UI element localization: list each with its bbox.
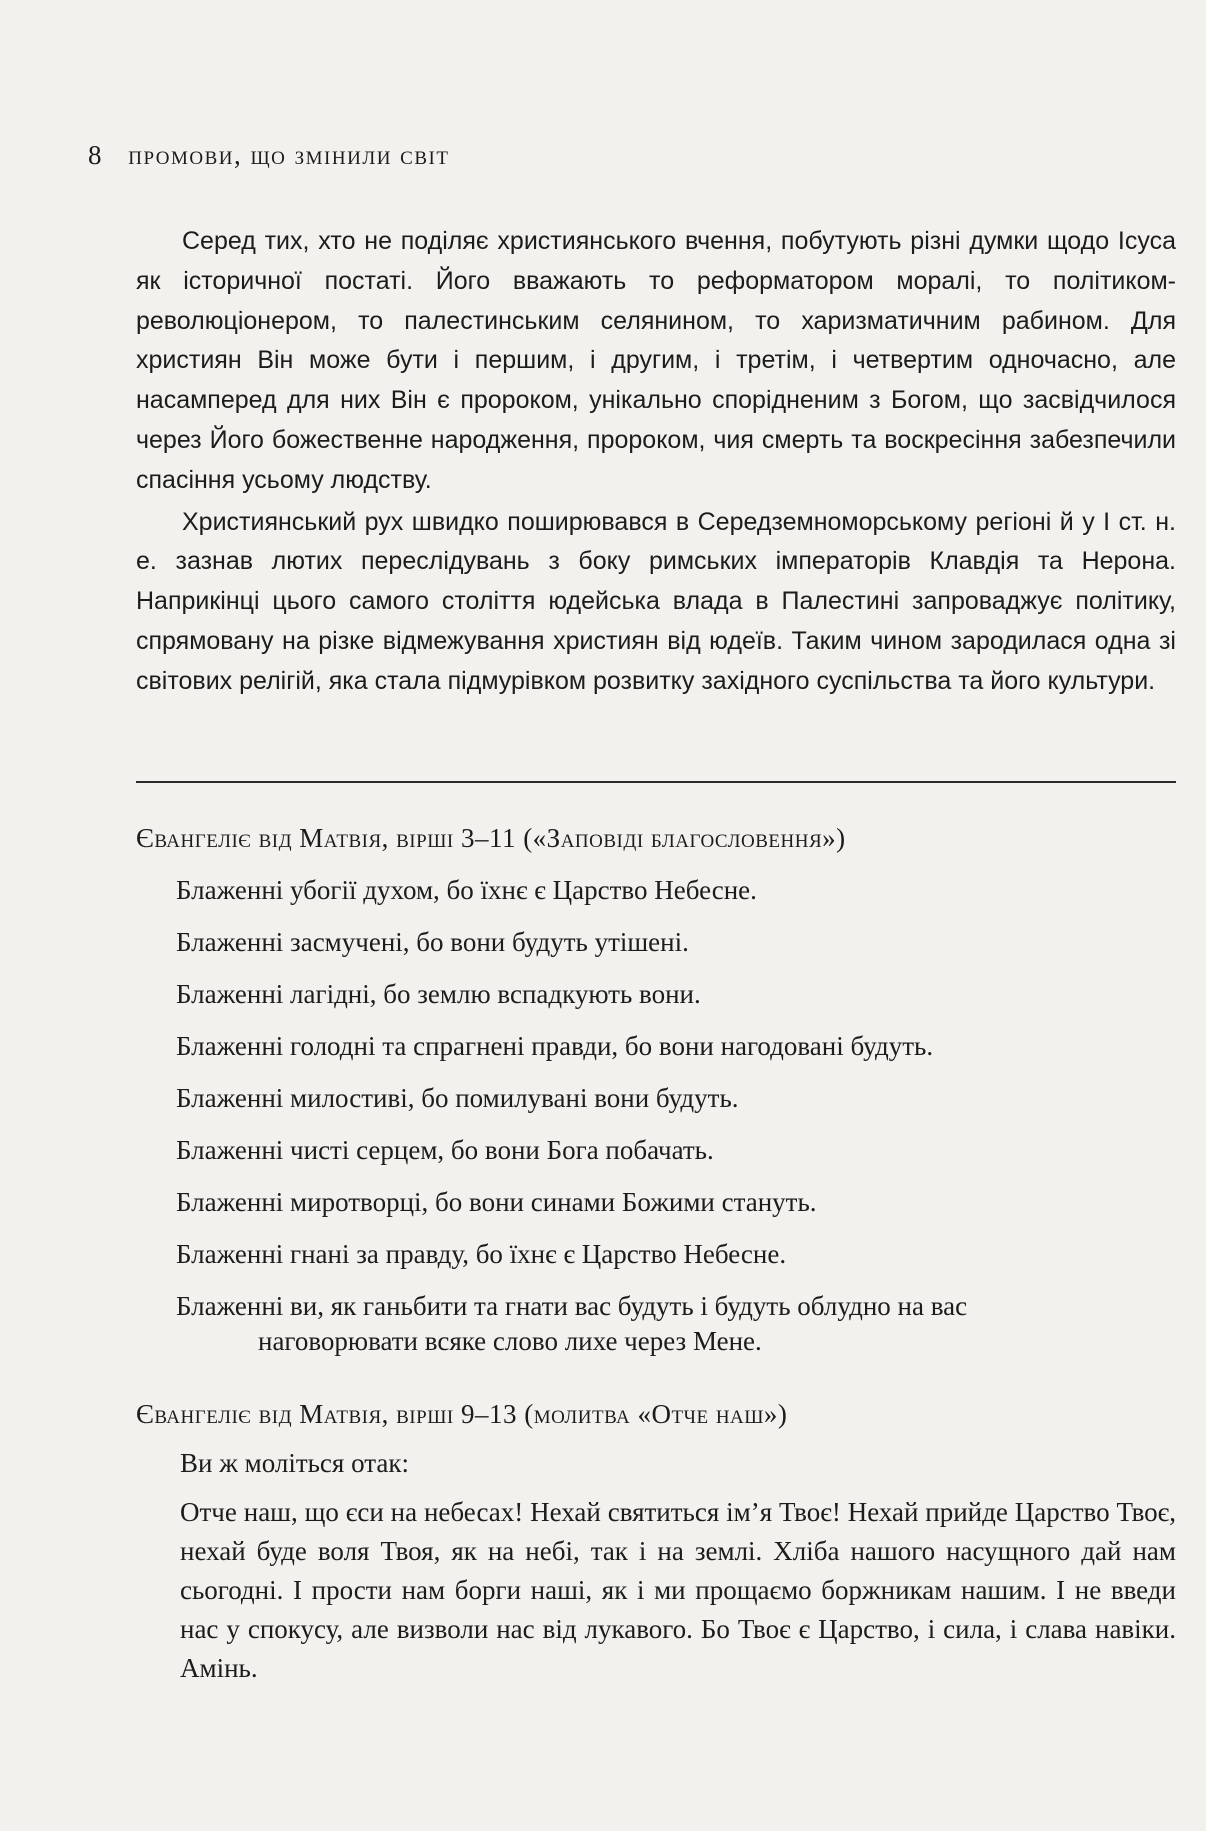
verse: Блаженні ви, як ганьбити та гнати вас будуть і будуть облудно на вас наговорювати всяке слово лихе через Мене. xyxy=(176,1291,968,1356)
beatitudes-list xyxy=(136,873,1176,1359)
paragraph: Серед тих, хто не поділяє християнського вчення, побутують різні думки щодо Ісуса як історичної постаті. Його вважають то реформатором моралі, то політиком-революціонером, то палестинським селянином, то харизматичним рабином. Для християн Він може бути і першим, і другим, і третім, і четвертим одночасно, але насамперед для них Він є пророком, унікально спорідненим з Богом, що засвідчилося через Його божественне народження, пророком, чия смерть та воскресіння забезпечили спасіння усьому людству. xyxy=(136,227,1176,494)
page-number: 8 xyxy=(88,140,103,170)
verse: Блаженні убогії духом, бо їхнє є Царство Небесне. xyxy=(176,875,757,905)
beatitudes-section xyxy=(136,820,1176,1359)
intro-text xyxy=(136,222,1176,704)
book-title: промови, що змінили світ xyxy=(128,140,450,170)
paragraph: Християнський рух швидко поширювався в Середземноморському регіоні й у І ст. н. е. зазнав лютих переслідувань з боку римських імператорів Клавдія та Нерона. Наприкінці цього самого століття юдейська влада в Палестині запроваджує політику, спрямовану на різке відмежування християн від юдеїв. Таким чином зародилася одна зі світових релігій, яка стала підмурівком розвитку західного суспільства та його культури. xyxy=(136,507,1176,695)
prayer-intro: Ви ж моліться отак: xyxy=(180,1448,409,1478)
verse: Блаженні голодні та спрагнені правди, бо вони нагодовані будуть. xyxy=(176,1031,934,1061)
verse: Блаженні лагідні, бо землю вспадкують вони. xyxy=(176,979,701,1009)
verse: Блаженні милостиві, бо помилувані вони будуть. xyxy=(176,1083,739,1113)
beatitudes-heading: Євангеліє від Матвія, вірші 3–11 («Заповіді благословення») xyxy=(136,823,846,853)
lords-prayer-heading: Євангеліє від Матвія, вірші 9–13 (молитва «Отче наш») xyxy=(136,1399,788,1429)
verse: Блаженні миротворці, бо вони синами Божими стануть. xyxy=(176,1187,817,1217)
verse: Блаженні чисті серцем, бо вони Бога побачать. xyxy=(176,1135,714,1165)
prayer-text: Отче наш, що єси на небесах! Нехай святиться ім’я Твоє! Нехай прийде Царство Твоє, нехай буде воля Твоя, як на небі, так і на землі. Хліба нашого насущного дай нам сьогодні. І прости нам борги наші, як і ми прощаємо боржникам нашим. І не введи нас у спокусу, але визволи нас від лукавого. Бо Твоє є Царство, і сила, і слава навіки. Амінь. xyxy=(180,1497,1176,1683)
verse: Блаженні гнані за правду, бо їхнє є Царство Небесне. xyxy=(176,1239,787,1269)
verse: Блаженні засмучені, бо вони будуть утішені. xyxy=(176,927,689,957)
section-divider xyxy=(136,781,1176,783)
lords-prayer-section xyxy=(136,1396,1176,1688)
running-head xyxy=(88,140,449,171)
